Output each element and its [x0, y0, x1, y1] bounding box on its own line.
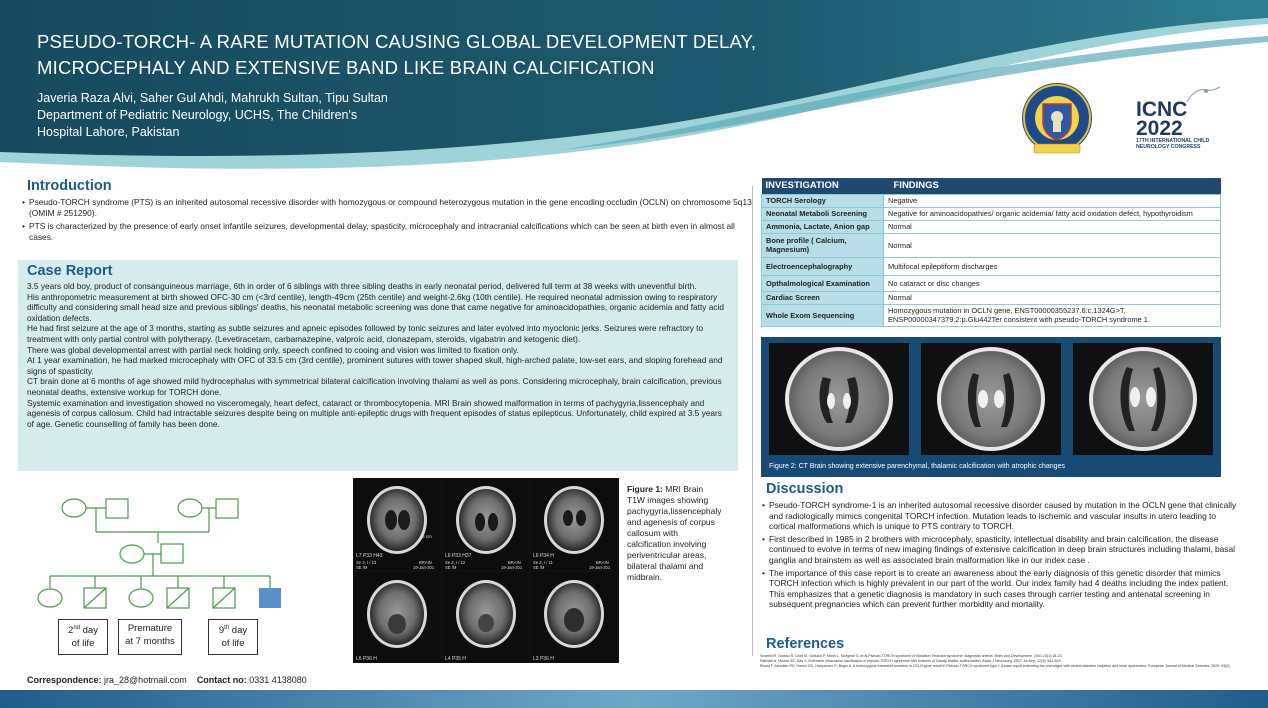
discussion-section [760, 481, 1238, 612]
mri-slice-2-region: BRAIN [508, 560, 521, 565]
introduction-bullet-1: • Pseudo-TORCH syndrome (PTS) is an inherited autosomal recessive disorder with homozygous or compound heterozygous mutation in the gene encoding occludin (OCLN) on chromosome 5q13 (OMIM # 251290). [20, 197, 755, 218]
authors-line-3: Hospital Lahore, Pakistan [37, 125, 180, 139]
case-paragraph-3: He had first seizure at the age of 3 months, starting as subtle seizures and apneic episodes followed by tonic seizures and later evolved into myoclonic jerks. Seizures were refractory to treatment with only partial control with polytherapy. (Levetiracetam, carbamazepine, valproic acid, clonazepam, steroids, vigabatrin and ketogenic diet). [27, 323, 704, 344]
mri-slice-2-series: Se 3, I / 12 [445, 560, 466, 565]
title-line-1: PSEUDO-TORCH- A RARE MUTATION CAUSING GLOBAL DEVELOPMENT DELAY, [37, 31, 757, 52]
note-1-ordinal: 2 [68, 625, 74, 637]
reference-1: Vivarelli R, Grosso S, Cioni M, Galluzzi P, Monti L, Morgese G, et al.Pseudo-TORCH syndrome or Baraitser-Reardon syndrome: diagnostic criteria. Brain and Development. 2001;23(1):18-23. [760, 654, 1063, 658]
row-finding: Normal [884, 291, 1221, 304]
note-1-line2: of life [71, 638, 95, 650]
figure-1-text: MRI Brain T1W images showing pachygyria,lissencephaly and agenesis of corpus callosum with calcification involving periventricular areas, bilateral thalami and midbrain. [627, 484, 722, 582]
mri-slice-1-series: Se 3, I / 13 [356, 560, 377, 565]
mri-slice-5 [443, 572, 529, 662]
mri-slice-6-label: L3 P36 H [533, 656, 554, 662]
pedigree-index-patient [259, 588, 281, 608]
poster-title [37, 29, 797, 81]
table-row [762, 220, 1221, 233]
row-finding: Multifocal epileptiform discharges [884, 257, 1221, 275]
pedigree-female-gp2 [178, 499, 202, 517]
case-paragraph-2: His anthropometric measurement at birth showed OFC-30 cm (<3rd centile), length-49cm (25th centile) and weight-2.6kg (10th centile). He required neonatal admission owing to respiratory difficulty and considering small head size and previous siblings' deaths, his neonatal metabolic screening was done that came negative for aminoacidopathies, organic acidemia and fatty acid oxidation defects. [27, 291, 724, 323]
note-1-suffix: nd [73, 625, 80, 631]
case-paragraph-1: 3.5 years old boy, product of consanguineous marriage, 6th in order of 6 siblings with three sibling deaths in early neonatal period, delivered full term at 38 weeks with uneventful birth. [27, 281, 697, 291]
mri-slice-2-mode: SE /M [445, 565, 457, 570]
mri-slice-4 [354, 572, 441, 662]
mri-brain-figure [353, 478, 619, 663]
row-test: Whole Exom Sequencing [762, 304, 884, 326]
case-paragraph-5: At 1 year examination, he had marked microcephaly with OFC of 33.5 cm (3rd centile), prominent sutures with tower shaped skull, high-arched palate, low-set ears, and sloping forehead and signs of spasticity. [27, 355, 723, 376]
table-row [762, 304, 1221, 326]
discussion-bullet-3: • The importance of this case report is to create an awareness about the early diagnosis of this genetic disorder that mimics TORCH infection which is highly prevalent in our part of the world. Our index family had 4 deaths including the index patient. This emphasizes that a genetic diagnosis is mandatory in such cases through carrier testing and antenatal screening in subsequent pregnancies which can prevent further morbidity and mortality. [760, 568, 1238, 610]
reference-2: Pattnaik A, Mishra SS, Das S. Extensive intracranial calcification of pseudo-TORCH syndrome with features of Dandy-Walker malformation. Asian J Neurosurg. 2017 Jul-Sep; 12(3): 541-543. [760, 659, 1062, 663]
mri-slice-3-region: BRAIN [596, 560, 609, 565]
mri-scale-mark: 5 cm [422, 534, 432, 539]
table-row [762, 207, 1221, 220]
case-paragraph-7: Systemic examination and investigation showed no visceromegaly, heart defect, cataract or thrombocytopenia. MRI Brain showed malformation in terms of pachygyria,lissencephaly and agenesis of corpus callosum. Child had intractable seizures despite being on multiple anti-epileptic drugs with frequent episodes of status epilepticus. Unfortunately, child expired at 3.5 years of age. Genetic counselling of family has been done. [27, 397, 722, 429]
icnc-name: ICNC [1136, 98, 1188, 121]
icnc-year: 2022 [1136, 117, 1183, 140]
mri-slice-3-mode: SE /M [533, 565, 545, 570]
figure-2-caption: Figure 2: CT Brain showing extensive parenchymal, thalamic calcification with atrophic changes [769, 463, 1065, 470]
case-paragraph-4: There was global developmental arrest with partial neck holding only, speech confined to cooing and vision was limited to fixation only. [27, 344, 519, 355]
header-findings: FINDINGS [884, 178, 1221, 194]
ct-panel-3 [1073, 343, 1213, 455]
pedigree-mother [120, 545, 144, 563]
mri-slice-6 [531, 572, 618, 662]
mri-slice-1 [354, 479, 441, 570]
authors-block [37, 90, 388, 141]
introduction-section [20, 178, 755, 245]
discussion-bullet-2: • First described in 1985 in 2 brothers with microcephaly, spasticity, intellectual disability and brain calcification, the disease continued to evolve in terms of new imaging findings of extensive calcification in deep brain structures including thalami, basal ganglia and brainstem as well as associated brain malformation like in our index case . [760, 534, 1238, 566]
discussion-heading: Discussion [766, 481, 844, 497]
mri-slice-2-date: 19-Jan-201 [501, 565, 523, 570]
ct-scan-panels [761, 337, 1221, 477]
row-finding: No cataract or disc changes [884, 275, 1221, 291]
pedigree-father [161, 544, 183, 563]
row-finding: Negative for aminoacidopathies/ organic acidemia/ fatty acid oxidation defect, hypothyroidism [884, 207, 1221, 220]
investigation-table-header [762, 178, 1221, 194]
contact-label: Contact no: [196, 675, 247, 685]
row-test: Electroencephalography [762, 257, 884, 275]
table-row [762, 233, 1221, 257]
pedigree-note-3 [208, 619, 258, 655]
ct-panel-1 [769, 343, 909, 455]
dancer-figure-icon [1182, 86, 1222, 104]
icnc-subtitle-2: NEUROLOGY CONGRESS [1136, 144, 1201, 150]
case-paragraph-6: CT brain done at 6 months of age showed mild hydrocephalus with symmetrical bilateral calcification involving thalami as well as pons. Considering microcephaly, brain calcification, previous neonatal deaths, extensive workup for TORCH done. [27, 376, 722, 397]
row-finding: Normal [884, 233, 1221, 257]
mri-slice-3-label: L6 P34 H [533, 553, 554, 559]
row-finding: Negative [884, 194, 1221, 207]
pedigree-chart [18, 476, 348, 661]
row-finding: Homozygous mutation in OCLN gene, ENST00000355237.6:c.1324G>T, ENSP00000347379.2:p.Glu442Ter consistent with pseudo-TORCH syndrome 1. [884, 304, 1221, 326]
table-row [762, 291, 1221, 304]
references-section [760, 636, 1238, 669]
mri-slice-3 [531, 479, 618, 570]
note-3-line1: day [229, 625, 248, 637]
correspondence-label: Correspondence: [27, 675, 102, 685]
table-row [762, 194, 1221, 207]
note-3-ordinal: 9 [218, 625, 225, 637]
introduction-bullet-2: • PTS is characterized by the presence of early onset infantile seizures, developmental delay, spasticity, microcephaly and intracranial calcifications which can be seen at birth even in almost all cases. [20, 221, 755, 242]
row-test: Neonatal Metaboli Screening [762, 207, 884, 220]
ct-brain-figure [761, 337, 1221, 477]
note-2-line1: Premature [127, 623, 173, 634]
references-heading: References [766, 636, 845, 652]
authors-line-1: Javeria Raza Alvi, Saher Gul Ahdi, Mahrukh Sultan, Tipu Sultan [37, 91, 388, 105]
column-divider [752, 186, 753, 656]
note-3-suffix: th [224, 625, 230, 631]
table-row [762, 257, 1221, 275]
mri-slice-1-mode: SE /M [356, 565, 368, 570]
mri-slice-3-date: 19-Jan-201 [589, 565, 611, 570]
pedigree-male-gp1 [106, 499, 128, 518]
authors-line-2: Department of Pediatric Neurology, UCHS, The Children's [37, 108, 358, 122]
mri-scan-grid [353, 478, 619, 663]
reference-3: Elsaid F, Abdullah RD, Hamzi OO, Hariyanner O, Begin A. A homozygous frameshift mutation in OCLN gene result in Pseudo-TORCH syndrome type I: A case report extending the phenotype with central diabetes insipidus and renal dysfunction. European Journal of Medical Genetics. 2020; 63(6). [760, 664, 1231, 668]
header-investigation: INVESTIGATION [762, 178, 884, 194]
mri-slice-2 [443, 479, 529, 570]
mri-slice-2-label: L6 P33 H37 [445, 553, 472, 559]
pedigree-note-2 [118, 619, 182, 655]
note-3-line2: of life [221, 638, 245, 650]
pedigree-sibling-3 [129, 589, 153, 607]
row-finding: Normal [884, 220, 1221, 233]
contact-phone: 0331 4138080 [249, 675, 307, 685]
correspondence-email: jra_28@hotmail.com [104, 675, 187, 685]
mri-slice-4-label: L6 P36 H [356, 656, 377, 662]
row-test: Bone profile ( Calcium, Magnesium) [762, 233, 884, 257]
investigation-table [761, 178, 1221, 327]
ct-panel-2 [921, 343, 1061, 455]
pedigree-sibling-1 [38, 589, 62, 607]
case-report-heading: Case Report [27, 263, 113, 279]
title-line-2: MICROCEPHALY AND EXTENSIVE BAND LIKE BRAIN CALCIFICATION [37, 57, 655, 78]
note-1-line1: day [80, 625, 98, 637]
mri-slice-1-region: BRAIN [419, 560, 432, 565]
table-row [762, 275, 1221, 291]
pedigree-note-1 [58, 619, 108, 655]
mri-slice-1-date: 19-Jan-201 [413, 565, 435, 570]
note-2-line2: at 7 months [125, 636, 175, 647]
pedigree-male-gp2 [216, 499, 238, 518]
footer-bar [0, 690, 1268, 708]
row-test: Cardiac Screen [762, 291, 884, 304]
row-test: Ammonia, Lactate, Anion gap [762, 220, 884, 233]
case-report-section [18, 260, 738, 471]
row-test: Opthalmological Examination [762, 275, 884, 291]
icnc-subtitle-1: 17TH INTERNATIONAL CHILD [1136, 138, 1210, 144]
pedigree-female-gp1 [62, 499, 86, 517]
university-seal-logo [1020, 82, 1094, 158]
figure-1-caption [627, 484, 722, 583]
correspondence-line [27, 675, 307, 685]
discussion-bullet-1: • Pseudo-TORCH syndrome-1 is an inherited autosomal recessive disorder caused by mutation in the OCLN gene that clinically and radiologically mimics congenital TORCH infection. Mutation leads to ischemic and vascular insults in utero leading to cortical malformations which is unique to PTS contrary to TORCH. [760, 500, 1238, 532]
row-test: TORCH Serology [762, 194, 884, 207]
mri-slice-5-label: L4 P35 H [445, 656, 466, 662]
introduction-heading: Introduction [27, 178, 112, 194]
mri-slice-3-series: Se 3, I / 11 [533, 560, 553, 565]
icnc-2022-logo [1136, 100, 1226, 150]
figure-1-label: Figure 1: [627, 484, 663, 494]
mri-slice-1-label: L7 P33 H43 [356, 553, 383, 559]
